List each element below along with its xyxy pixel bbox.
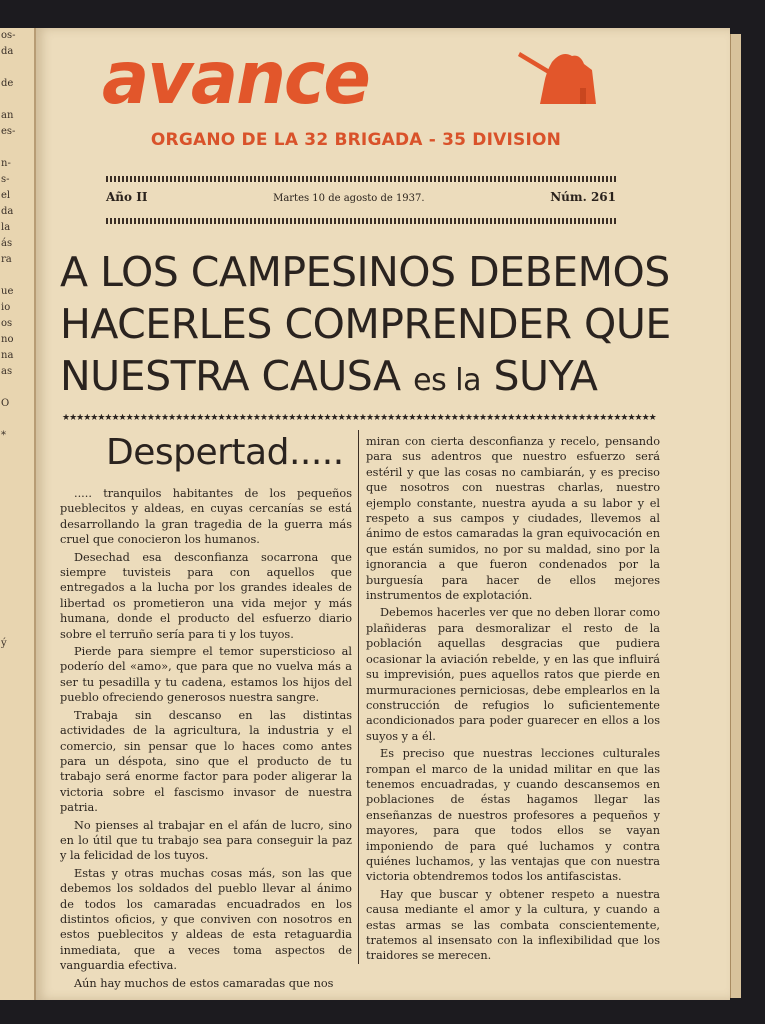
left-page-fragment: *	[1, 430, 6, 441]
headline-line-3-b: es la	[413, 363, 481, 398]
col2-paragraph: Es preciso que nuestras lecciones culturales rompan el marco de la unidad militar en que las tenemos encuadradas, y cuando descansemos en poblaciones de éstas hagamos llegar las enseñanzas de nuestros profesores a pequeños y mayores, para que todos ellos se vayan imponiendo de para qué luchamos y contra quiénes luchamos, y las ventajas que con nuestra victoria obtendremos todos los antifascistas.	[366, 747, 660, 884]
masthead-subtitle: ORGANO DE LA 32 BRIGADA - 35 DIVISION	[150, 130, 562, 150]
headline-line-1: A LOS CAMPESINOS DEBEMOS	[60, 248, 670, 296]
left-page-fragment	[0, 620, 34, 636]
headline-line-3-c: SUYA	[493, 352, 598, 400]
left-page-fragment	[0, 492, 34, 508]
left-page-fragment: ue	[1, 286, 14, 297]
top-rule	[106, 176, 616, 182]
left-page-fragment: el	[1, 190, 11, 201]
left-page-fragment	[0, 572, 34, 588]
col1-paragraph: Desechad esa desconfianza socarrona que siempre tuvisteis para con aquellos que entregados a la lucha por los grandes ideales de libertad os prometieron una vida mejor y más humana, donde el producto del esfuerzo diario sobre el terruño sería para ti y los tuyos.	[60, 550, 352, 641]
left-page-fragment: es-	[1, 126, 16, 137]
col1-paragraph: ..... tranquilos habitantes de los pequeños pueblecitos y aldeas, en cuyas cercanías se está desarrollando la gran tragedia de la guerra más cruel que conocieron los humanos.	[60, 487, 352, 547]
left-page-fragment	[0, 604, 34, 620]
left-page-fragment: s-	[1, 174, 10, 185]
left-page-fragment	[0, 556, 34, 572]
right-page-edge	[730, 34, 741, 998]
left-page-fragment	[0, 268, 34, 284]
col2-paragraph: Debemos hacerles ver que no deben llorar como plañideras para desmoralizar el resto de la población aquellas desgracias que pudiera ocasionar la aviación rebelde, y en las que influirá su imprevisión, pues aquellos ratos que pierde en murmuraciones perniciosas, debe emplearlos en la construcción de refugios lo suficientemente acondicionados para poder guarecer en ellos a los suyos y a él.	[366, 606, 660, 743]
issue-year: Año II	[106, 190, 148, 204]
left-page-fragment: os	[1, 318, 13, 329]
col1-paragraph: Trabaja sin descanso en las distintas actividades de la agricultura, la industria y el comercio, sin pensar que lo haces como antes para un déspota, sino que el producto de tu trabajo será enorme factor para poder aligerar la victoria sobre el fascismo invasor de nuestra patria.	[60, 708, 352, 815]
newspaper-page	[36, 28, 730, 1000]
left-page-fragment	[0, 588, 34, 604]
left-page-fragment: O	[1, 398, 10, 409]
col1-paragraph: Pierde para siempre el temor supersticioso al poderío del «amo», que para que no vuelva más a ser tu pesadilla y tu cadena, estamos los hijos del pueblo ofreciendo generosos nuestra sangre.	[60, 645, 352, 705]
left-page-fragment: ra	[1, 254, 12, 265]
left-page-fragment	[0, 380, 34, 396]
left-page-fragment: da	[1, 46, 14, 57]
article-column-1	[60, 486, 352, 993]
bottom-rule	[106, 218, 616, 224]
left-page-fragment: ás	[1, 238, 13, 249]
col2-paragraph: Hay que buscar y obtener respeto a nuestra causa mediante el amor y la cultura, y cuando a estas armas se las combata conscientemente, tratemos al insensato con la inflexibilidad que los traidores se merecen.	[366, 887, 660, 963]
masthead-logo: avance	[102, 34, 369, 122]
left-page-fragment: an	[1, 110, 14, 121]
left-page-edge	[0, 28, 36, 1000]
left-page-fragment	[0, 524, 34, 540]
col1-paragraph: No pienses al trabajar en el afán de lucro, sino en lo útil que tu trabajo sea para conseguir la paz y la felicidad de los tuyos.	[60, 818, 352, 863]
article-title: Despertad.....	[106, 432, 344, 473]
left-page-fragment: no	[1, 334, 14, 345]
column-divider	[358, 430, 359, 964]
left-page-fragment	[0, 92, 34, 108]
star-divider: ★★★★★★★★★★★★★★★★★★★★★★★★★★★★★★★★★★★★★★★★★★★★★★★★★★★★★★★★★★★★★★★★★★★★★★★★★★★★★★★★★★★★	[62, 414, 656, 422]
issue-date: Martes 10 de agosto de 1937.	[273, 193, 425, 204]
left-page-fragment: da	[1, 206, 14, 217]
left-page-fragment	[0, 140, 34, 156]
col1-paragraph: Aún hay muchos de estos camaradas que nos	[74, 976, 334, 990]
left-page-fragment: as	[1, 366, 13, 377]
left-page-fragment	[0, 476, 34, 492]
col1-paragraph: Estas y otras muchas cosas más, son las que debemos los soldados del pueblo llevar al ánimo de todos los camaradas encuadrados en los distintos oficios, y que conviven con nosotros en estos pueblecitos y aldeas de esta retaguardia inmediata, que a veces toma aspectos de vanguardia efectiva.	[60, 866, 352, 973]
left-page-fragment: io	[1, 302, 11, 313]
left-page-fragment: ý	[1, 638, 7, 649]
left-page-fragment	[0, 60, 34, 76]
issue-number: Núm. 261	[550, 190, 616, 204]
col2-paragraph: miran con cierta desconfianza y recelo, pensando para sus adentros que nuestro esfuerzo será estéril y que las cosas no cambiarán, y es preciso que nosotros con nuestras charlas, nuestro ejemplo constante, nuestra ayuda a su labor y el respeto a sus campos y ciudades, llevemos al ánimo de estos camaradas la gran equivocación en que están sumidos, no por su maldad, sino por la ignorancia a que fueron condenados por la burguesía para hacer de ellos mejores instrumentos de explotación.	[366, 435, 660, 603]
left-page-fragment	[0, 540, 34, 556]
left-page-fragment: de	[1, 78, 14, 89]
left-page-fragment	[0, 508, 34, 524]
left-page-fragment: la	[1, 222, 11, 233]
main-headline	[60, 246, 671, 407]
left-page-fragment: na	[1, 350, 14, 361]
left-page-fragment: n-	[1, 158, 11, 169]
masthead	[102, 34, 600, 122]
left-page-fragment: os-	[1, 30, 16, 41]
headline-line-3-a: NUESTRA CAUSA	[60, 352, 401, 400]
headline-line-3	[60, 350, 664, 407]
soldier-figure-icon	[510, 44, 600, 110]
left-page-fragment	[0, 412, 34, 428]
left-page-fragment	[0, 444, 34, 460]
issue-info	[106, 190, 616, 204]
left-page-fragment	[0, 460, 34, 476]
article-column-2	[366, 434, 660, 966]
headline-line-2: HACERLES COMPRENDER QUE	[60, 300, 671, 348]
